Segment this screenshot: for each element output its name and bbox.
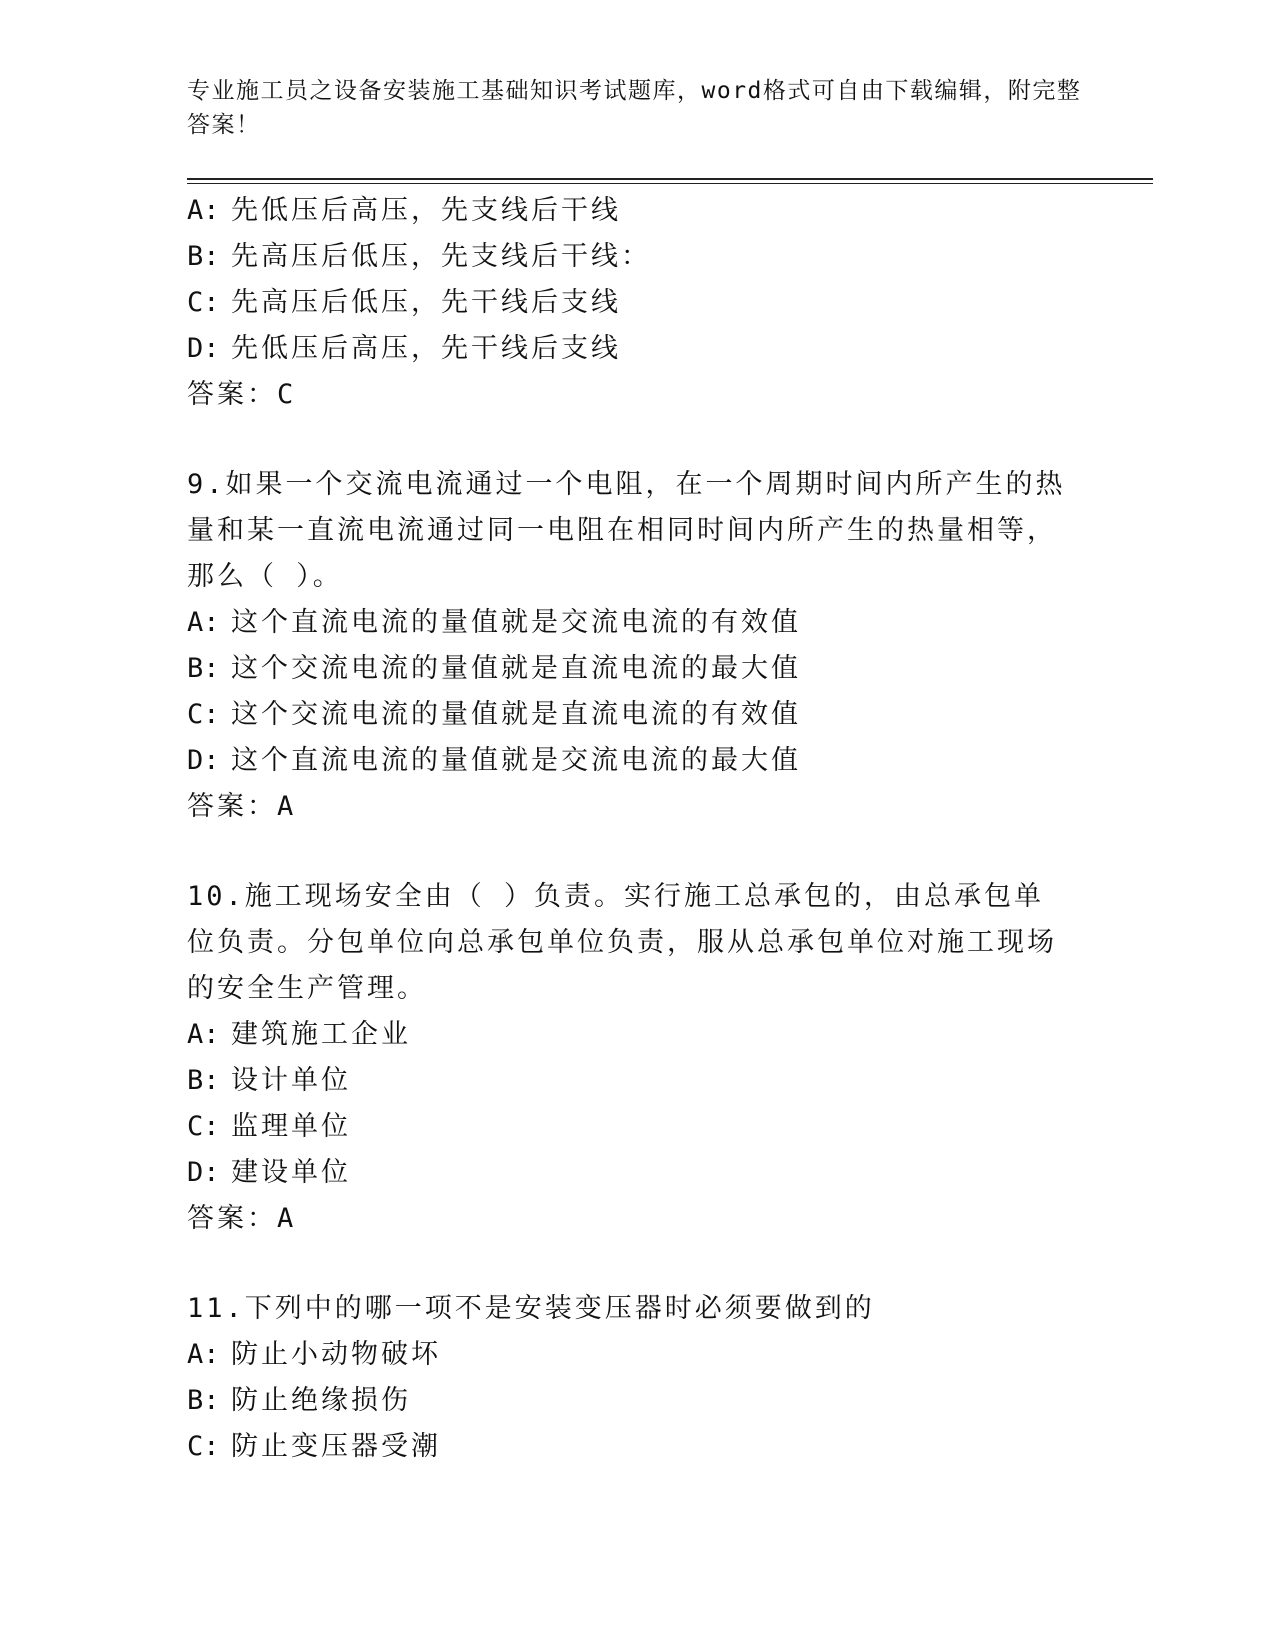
option-a: A: 建筑施工企业 <box>187 1019 411 1050</box>
option-b: B: 设计单位 <box>187 1065 351 1096</box>
option-c: C: 先高压后低压，先干线后支线 <box>187 287 621 318</box>
option-b: B: 先高压后低压，先支线后干线： <box>187 241 651 272</box>
option-d: D: 先低压后高压，先干线后支线 <box>187 333 621 364</box>
question-block <box>187 874 1067 1242</box>
document-header: 专业施工员之设备安装施工基础知识考试题库，word格式可自由下载编辑，附完整答案！ <box>187 78 1082 138</box>
header-divider-thick <box>187 178 1153 180</box>
option-a: A: 这个直流电流的量值就是交流电流的有效值 <box>187 607 801 638</box>
answer-line: 答案：A <box>187 1203 297 1234</box>
option-c: C: 防止变压器受潮 <box>187 1431 441 1462</box>
answer-line: 答案：A <box>187 791 297 822</box>
question-text: 9.如果一个交流电流通过一个电阻，在一个周期时间内所产生的热量和某一直流电流通过同一电阻在相同时间内所产生的热量相等，那么（ ）。 <box>187 469 1066 592</box>
option-a: A: 先低压后高压，先支线后干线 <box>187 195 621 226</box>
question-block <box>187 1286 1067 1470</box>
question-text: 10.施工现场安全由（ ）负责。实行施工总承包的，由总承包单位负责。分包单位向总承包单位负责，服从总承包单位对施工现场的安全生产管理。 <box>187 881 1057 1004</box>
option-c: C: 这个交流电流的量值就是直流电流的有效值 <box>187 699 801 730</box>
option-a: A: 防止小动物破坏 <box>187 1339 441 1370</box>
option-d: D: 建设单位 <box>187 1157 351 1188</box>
answer-line: 答案：C <box>187 379 297 410</box>
question-list <box>187 188 1067 1470</box>
option-d: D: 这个直流电流的量值就是交流电流的最大值 <box>187 745 801 776</box>
header-divider-thin <box>187 183 1153 184</box>
option-b: B: 防止绝缘损伤 <box>187 1385 411 1416</box>
question-text: 11.下列中的哪一项不是安装变压器时必须要做到的 <box>187 1293 875 1324</box>
question-block <box>187 188 1067 418</box>
question-block <box>187 462 1067 830</box>
option-c: C: 监理单位 <box>187 1111 351 1142</box>
option-b: B: 这个交流电流的量值就是直流电流的最大值 <box>187 653 801 684</box>
